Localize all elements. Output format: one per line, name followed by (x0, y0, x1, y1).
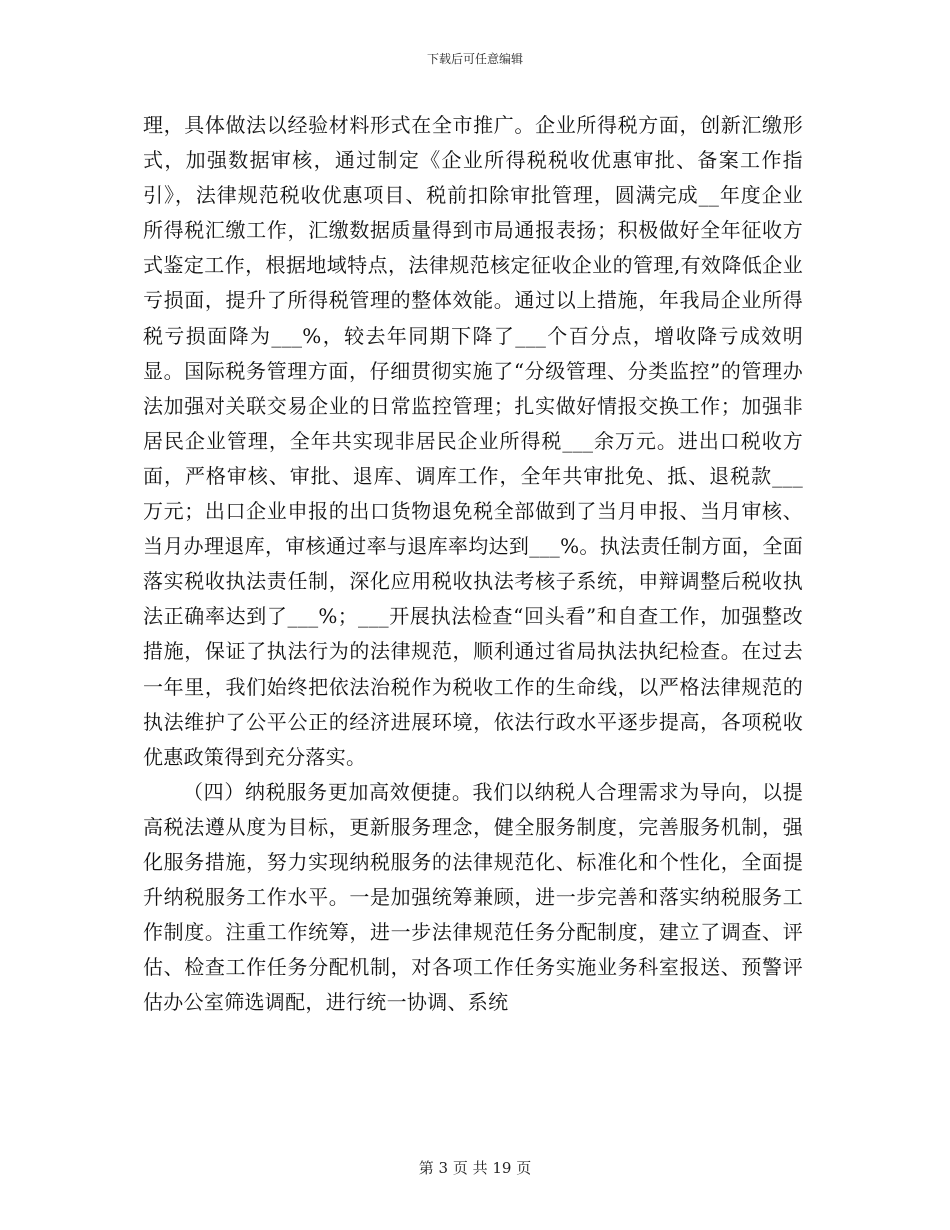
document-body (143, 108, 803, 1020)
page-number: 第 3 页 共 19 页 (418, 1159, 532, 1177)
page-header-note: 下载后可任意编辑 (426, 52, 523, 66)
body-paragraph-2: （四）纳税服务更加高效便捷。我们以纳税人合理需求为导向，以提高税法遵从度为目标，更新服务理念，健全服务制度，完善服务机制，强化服务措施，努力实现纳税服务的法律规范化、标准化和个性化，全面提升纳税服务工作水平。一是加强统筹兼顾，进一步完善和落实纳税服务工作制度。注重工作统筹，进一步法律规范任务分配制度，建立了调查、评估、检查工作任务分配机制，对各项工作任务实施业务科室报送、预警评估办公室筛选调配，进行统一协调、系统 (143, 779, 803, 1015)
body-paragraph-1: 理，具体做法以经验材料形式在全市推广。企业所得税方面，创新汇缴形式，加强数据审核，通过制定《企业所得税税收优惠审批、备案工作指引》，法律规范税收优惠项目、税前扣除审批管理，圆满完成__年度企业所得税汇缴工作，汇缴数据质量得到市局通报表扬；积极做好全年征收方式鉴定工作，根据地域特点，法律规范核定征收企业的管理,有效降低企业亏损面，提升了所得税管理的整体效能。通过以上措施，年我局企业所得税亏损面降为___%，较去年同期下降了___个百分点，增收降亏成效明显。国际税务管理方面，仔细贯彻实施了“分级管理、分类监控”的管理办法加强对关联交易企业的日常监控管理；扎实做好情报交换工作；加强非居民企业管理，全年共实现非居民企业所得税___余万元。进出口税收方面，严格审核、审批、退库、调库工作，全年共审批免、抵、退税款___万元；出口企业申报的出口货物退免税全部做到了当月申报、当月审核、当月办理退库，审核通过率与退库率均达到___%。执法责任制方面，全面落实税收执法责任制，深化应用税收执法考核子系统，申辩调整后税收执法正确率达到了___%；___开展执法检查“回头看”和自查工作，加强整改措施，保证了执法行为的法律规范，顺利通过省局执法执纪检查。在过去一年里，我们始终把依法治税作为税收工作的生命线，以严格法律规范的执法维护了公平公正的经济进展环境，依法行政水平逐步提高，各项税收优惠政策得到充分落实。 (143, 113, 803, 769)
